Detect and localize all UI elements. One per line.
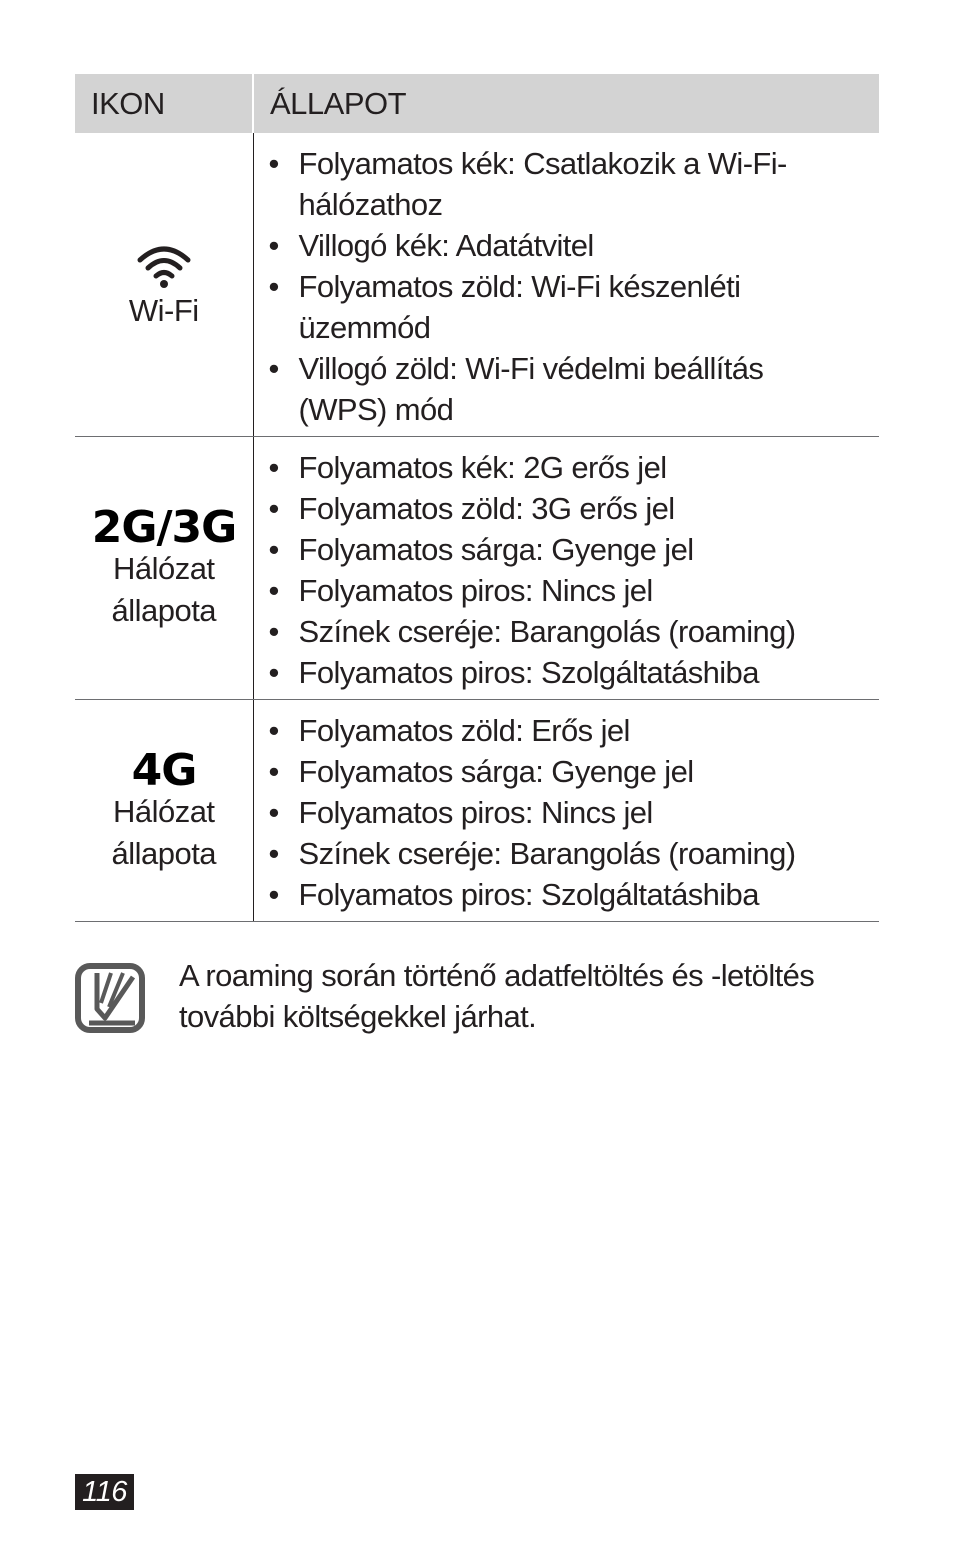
list-item: • Folyamatos sárga: Gyenge jel	[268, 751, 872, 792]
list-item: • Folyamatos piros: Nincs jel	[268, 570, 872, 611]
table-row-4g	[75, 700, 879, 922]
page-number: 116	[75, 1474, 134, 1510]
icon-label: állapota	[111, 835, 217, 871]
header-icon-column: IKON	[75, 74, 253, 133]
4g-icon-text: 4G	[131, 746, 197, 791]
status-cell	[253, 437, 879, 700]
status-cell	[253, 700, 879, 922]
list-item: • Folyamatos piros: Szolgáltatáshiba	[268, 652, 872, 693]
list-item: • Folyamatos sárga: Gyenge jel	[268, 529, 872, 570]
icon-cell	[75, 133, 253, 437]
status-list	[254, 706, 880, 915]
list-item: • Folyamatos zöld: 3G erős jel	[268, 488, 872, 529]
table-header-row	[75, 74, 879, 133]
status-table	[75, 74, 879, 922]
note-pencil-icon	[75, 963, 145, 1033]
note-text: A roaming során történő adatfeltöltés és -letöltés további költségekkel járhat.	[179, 958, 815, 1034]
status-list	[254, 443, 880, 693]
icon-cell	[75, 437, 253, 700]
table-row-2g-3g	[75, 437, 879, 700]
list-item: • Folyamatos kék: Csatlakozik a Wi-Fi-hálózathoz	[268, 143, 872, 225]
list-item: • Folyamatos piros: Nincs jel	[268, 792, 872, 833]
table-row-wifi	[75, 133, 879, 437]
list-item: • Villogó kék: Adatátvitel	[268, 225, 872, 266]
wifi-icon	[136, 242, 192, 290]
list-item: • Folyamatos zöld: Wi-Fi készenléti üzemmód	[268, 266, 872, 348]
list-item: • Folyamatos kék: 2G erős jel	[268, 447, 872, 488]
icon-label: állapota	[111, 593, 217, 628]
4g-icon	[122, 747, 206, 791]
2g-3g-icon-text: 2G/3G	[91, 504, 237, 548]
icon-cell	[75, 700, 253, 922]
list-item: • Villogó zöld: Wi-Fi védelmi beállítás (WPS) mód	[268, 348, 872, 430]
status-list	[254, 139, 880, 430]
icon-label: Hálózat	[112, 793, 215, 829]
icon-label: Hálózat	[112, 551, 215, 586]
header-status-column: ÁLLAPOT	[253, 74, 879, 133]
list-item: • Színek cseréje: Barangolás (roaming)	[268, 611, 872, 652]
list-item: • Folyamatos piros: Szolgáltatáshiba	[268, 874, 872, 915]
list-item: • Folyamatos zöld: Erős jel	[268, 710, 872, 751]
icon-label: Wi-Fi	[128, 292, 199, 328]
2g-3g-icon	[82, 504, 246, 548]
list-item: • Színek cseréje: Barangolás (roaming)	[268, 833, 872, 874]
status-cell	[253, 133, 879, 437]
